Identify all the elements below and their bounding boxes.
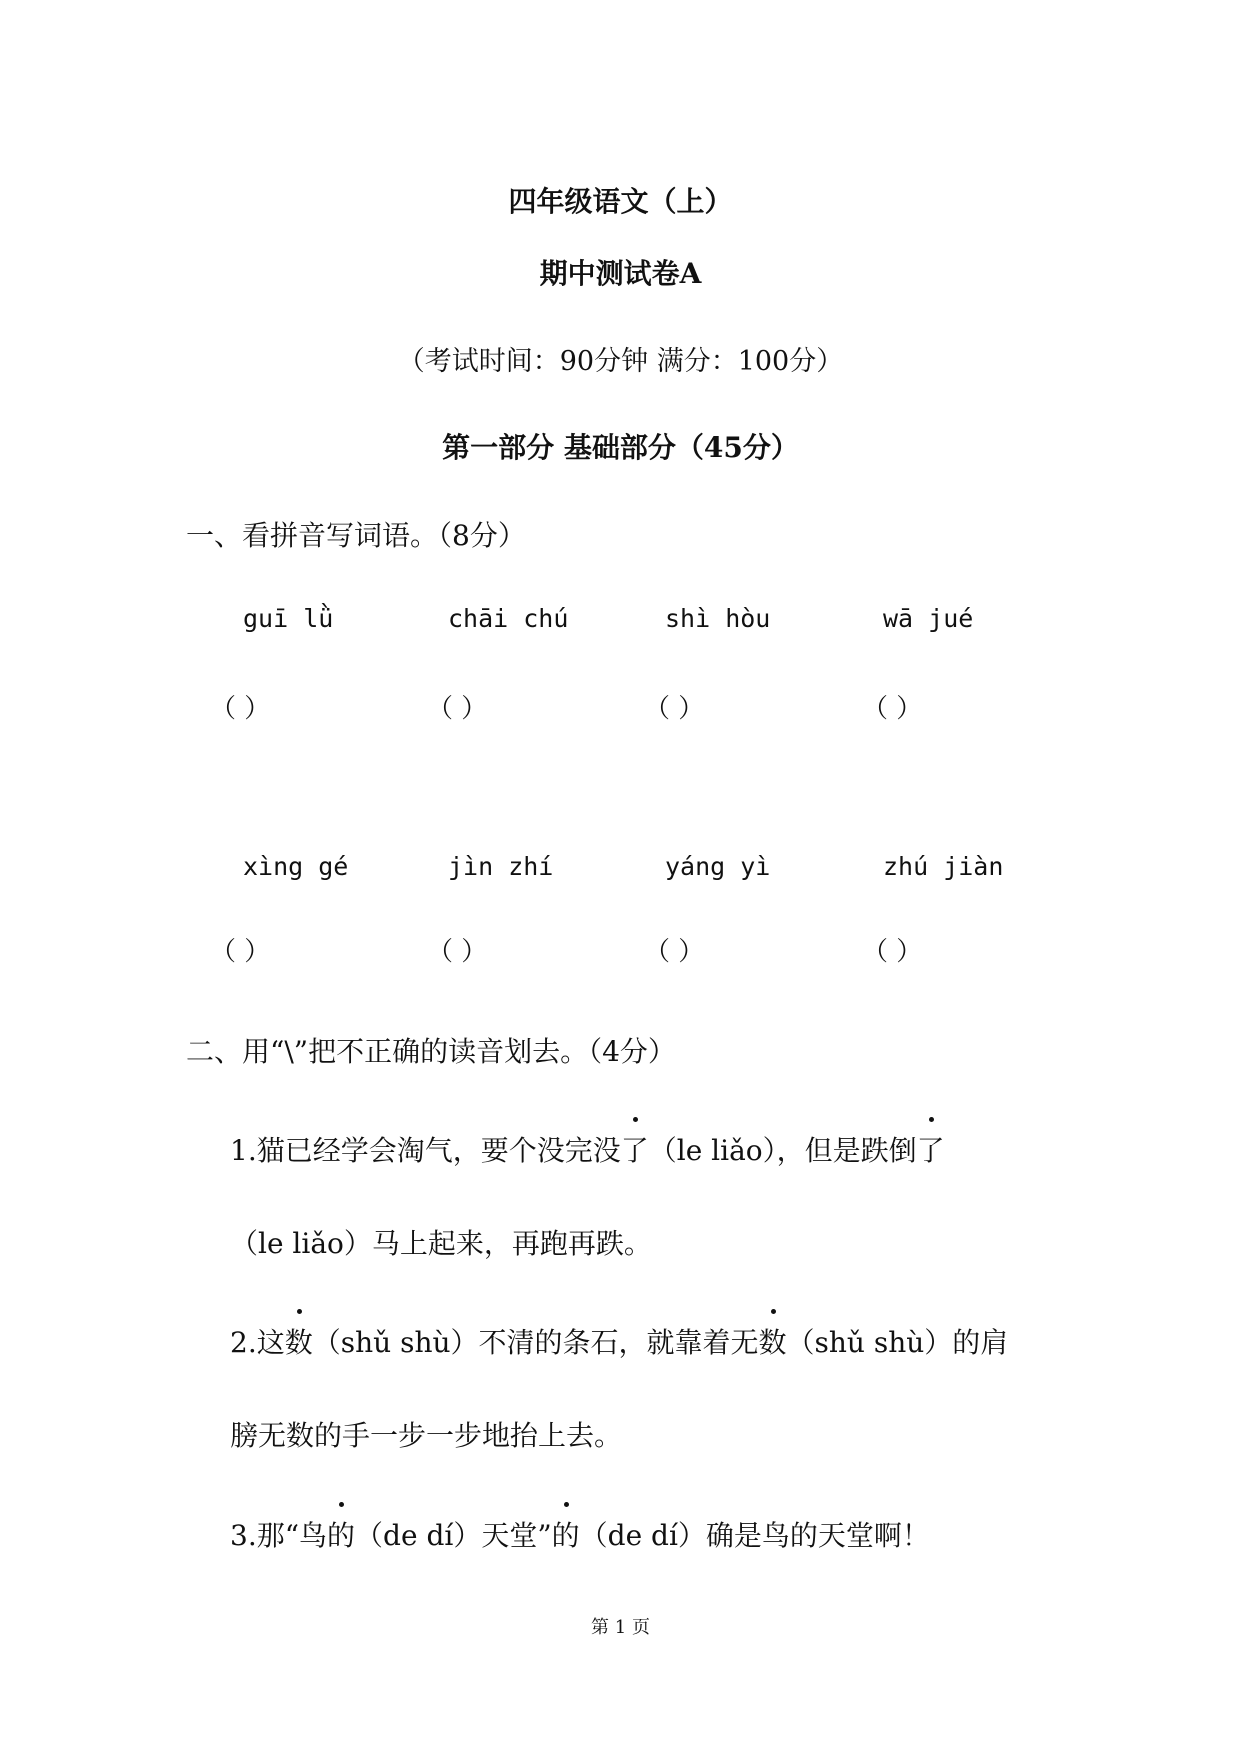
- pinyin-item: xìng gé: [243, 852, 349, 881]
- dotted-character: 数: [285, 1321, 313, 1361]
- dotted-character: 的: [327, 1514, 355, 1554]
- item-1-line-2: （le liǎo）马上起来，再跑再跌。: [230, 1227, 652, 1260]
- pinyin-item: zhú jiàn: [883, 852, 1004, 881]
- question-1-heading: 一、看拼音写词语。（8分）: [186, 519, 526, 552]
- answer-blank[interactable]: （ ）: [644, 694, 705, 724]
- pinyin-item: chāi chú: [448, 604, 569, 633]
- pinyin-item: wā jué: [883, 604, 974, 633]
- answer-blank[interactable]: （ ）: [210, 694, 271, 724]
- part-title: 第一部分 基础部分（45分）: [442, 431, 799, 464]
- item-3-line-1: 3.那“鸟的（de dí）天堂”的（de dí）确是鸟的天堂啊！: [230, 1514, 930, 1554]
- dotted-character: 的: [552, 1514, 580, 1554]
- answer-blank[interactable]: （ ）: [862, 937, 923, 967]
- page-title: 四年级语文（上）: [508, 185, 733, 218]
- question-2-heading: 二、用“\”把不正确的读音划去。（4分）: [186, 1035, 676, 1068]
- answer-blank[interactable]: （ ）: [427, 694, 488, 724]
- pinyin-item: shì hòu: [665, 604, 771, 633]
- item-1-line-1: 1.猫已经学会淘气，要个没完没了（le liǎo），但是跌倒了: [230, 1129, 945, 1169]
- exam-info: （考试时间：90分钟 满分：100分）: [397, 346, 844, 377]
- answer-blank[interactable]: （ ）: [427, 937, 488, 967]
- page-subtitle: 期中测试卷A: [539, 257, 702, 290]
- page-number: 第 1 页: [591, 1617, 650, 1638]
- item-2-line-1: 2.这数（shǔ shù）不清的条石，就靠着无数（shǔ shù）的肩: [230, 1321, 1008, 1361]
- dotted-character: 数: [759, 1321, 787, 1361]
- dotted-character: 了: [917, 1129, 945, 1169]
- pinyin-item: guī lǜ: [243, 604, 334, 633]
- dotted-character: 了: [621, 1129, 649, 1169]
- item-2-line-2: 膀无数的手一步一步地抬上去。: [230, 1419, 623, 1452]
- answer-blank[interactable]: （ ）: [644, 937, 705, 967]
- pinyin-item: jìn zhí: [448, 852, 554, 881]
- answer-blank[interactable]: （ ）: [862, 694, 923, 724]
- answer-blank[interactable]: （ ）: [210, 937, 271, 967]
- pinyin-item: yáng yì: [665, 852, 771, 881]
